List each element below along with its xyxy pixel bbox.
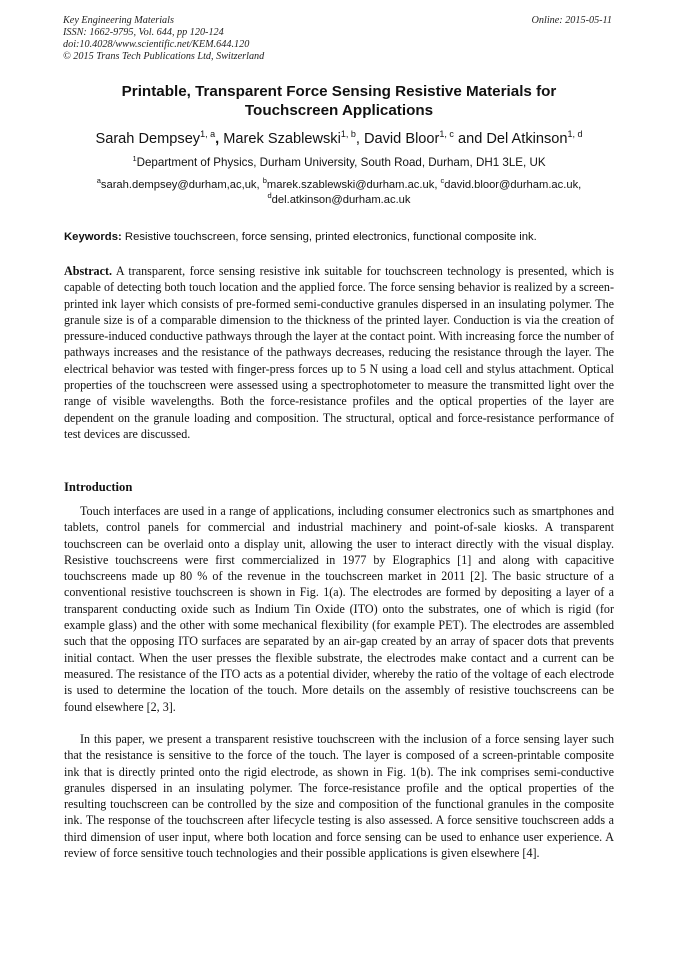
abstract-label: Abstract. [64,264,113,278]
email-superscript: d [267,191,272,200]
author-name: Sarah Dempsey [95,131,201,147]
email-c[interactable]: david.bloor@durham.ac.uk, [444,179,582,191]
keywords-text: Resistive touchscreen, force sensing, printed electronics, functional composite ink. [121,231,537,243]
paper-title [60,82,618,120]
email-superscript: c [440,176,445,185]
section-heading-introduction: Introduction [64,480,133,494]
abstract-paragraph [64,263,614,442]
abstract-text: A transparent, force sensing resistive ink suitable for touchscreen technology is presented, which is capable of detecting both touch location and the applied force. The force sensing behavior is realized by a screen-printed ink layer which consists of pre-formed semi-conductive granules dispersed in an insulating polymer. The granule size is of a comparable dimension to the thickness of the printed layer. Conduction is via the creation of pressure-induced conductive pathways through the layer at the contact point. With increasing force the number of pathways increases and the resistance of the pathways decreases, reducing the resistance through the layer. The electrical behavior was tested with finger-press forces up to 5 N using a load cell and stylus attachment. Optical properties of the touchscreen were assessed using a spectrophotometer to measure the transmitted light over the range of visible wavelengths. Both the force-resistance profiles and the optical properties of the layer are dependent on the granule loading and composition. The structural, optical and force-resistance performance of test devices are discussed. [64,264,614,441]
title-line-1: Printable, Transparent Force Sensing Resistive Materials for [121,83,557,100]
email-superscript: a [96,176,101,185]
author-separator: , [215,131,224,147]
affiliation-superscript: 1 [132,154,137,163]
author-superscript: 1, a [200,129,216,139]
email-line-2 [40,193,638,208]
author-name: Marek Szablewski [223,131,341,147]
keywords [64,230,624,244]
author-list [40,130,638,148]
keywords-label: Keywords: [64,231,122,243]
email-b[interactable]: marek.szablewski@durham.ac.uk, [266,179,441,191]
email-superscript: b [262,176,267,185]
issn-line: ISSN: 1662-9795, Vol. 644, pp 120-124 [63,27,224,38]
journal-name: Key Engineering Materials [63,15,174,26]
paragraph-text: Touch interfaces are used in a range of applications, including consumer electronics such as smartphones and tablets, control panels for commercial and industrial machinery and point-of-sale kiosks. A transparent touchscreen can be overlaid onto a display unit, allowing the user to interact directly with the visual display. Resistive touchscreens were first commercialized in 1977 by Elographics [1] and along with capacitive touchscreens made up 80 % of the revenue in the touchscreen market in 2011 [2]. The basic structure of a conventional resistive touchscreen is shown in Fig. 1(a). The electrodes are formed by depositing a layer of a transparent conducting oxide such as Indium Tin Oxide (ITO) onto the substrates, one of which is rigid (for example glass) and the other with some mechanical flexibility (for example PET). The electrodes are assembled such that the opposing ITO surfaces are separated by an air-gap created by an array of spacer dots that prevents initial contact. When the user presses the flexible substrate, the electrodes make contact and a current can be measured. The resistance of the ITO acts as a potential divider, whereby the ratio of the voltage of each electrode is used to determine the location of the touch. More details on the assembly of resistive touchscreens can be found elsewhere [2, 3]. [64,504,614,714]
author-separator: , [355,131,364,147]
doi-line[interactable]: doi:10.4028/www.scientific.net/KEM.644.120 [63,39,250,50]
copyright-line: © 2015 Trans Tech Publications Ltd, Switzerland [63,51,265,62]
author-name: Del Atkinson [486,131,568,147]
author-superscript: 1, d [567,129,583,139]
author-and: and [453,131,487,147]
online-date-text: Online: 2015-05-11 [531,15,612,26]
email-a[interactable]: sarah.dempsey@durham,ac,uk, [100,179,263,191]
abstract [64,263,614,442]
email-line-1 [40,178,638,193]
intro-paragraph-1 [64,503,614,715]
intro-paragraph-2 [64,731,614,861]
affiliation [40,156,638,170]
email-d[interactable]: del.atkinson@durham.ac.uk [271,194,411,206]
journal-header [63,15,264,63]
paragraph-text: In this paper, we present a transparent resistive touchscreen with the inclusion of a force sensing layer such that the resistance is sensitive to the force of the touch. The layer is composed of a screen-printable composite ink that is directly printed onto the rigid electrode, as shown in Fig. 1(b). The ink comprises semi-conductive granules dispersed in an insulating polymer. The force-resistance profile and the optical properties of the resulting touchscreen can be controlled by the size and composition of the functional granules in the composite ink. The response of the touchscreen after lifecycle testing is also assessed. A force sensitive touchscreen adds a third dimension of user input, where both location and force sensing can be used to enhance user experience. A review of force sensitive touch technologies and their possible applications is given elsewhere [4]. [64,732,614,861]
online-date [532,15,612,27]
affiliation-text: Department of Physics, Durham University, South Road, Durham, DH1 3LE, UK [136,156,546,169]
author-name: David Bloor [363,131,440,147]
email-list [40,178,638,208]
author-superscript: 1, c [439,129,454,139]
author-superscript: 1, b [340,129,356,139]
title-line-2: Touchscreen Applications [244,102,434,119]
